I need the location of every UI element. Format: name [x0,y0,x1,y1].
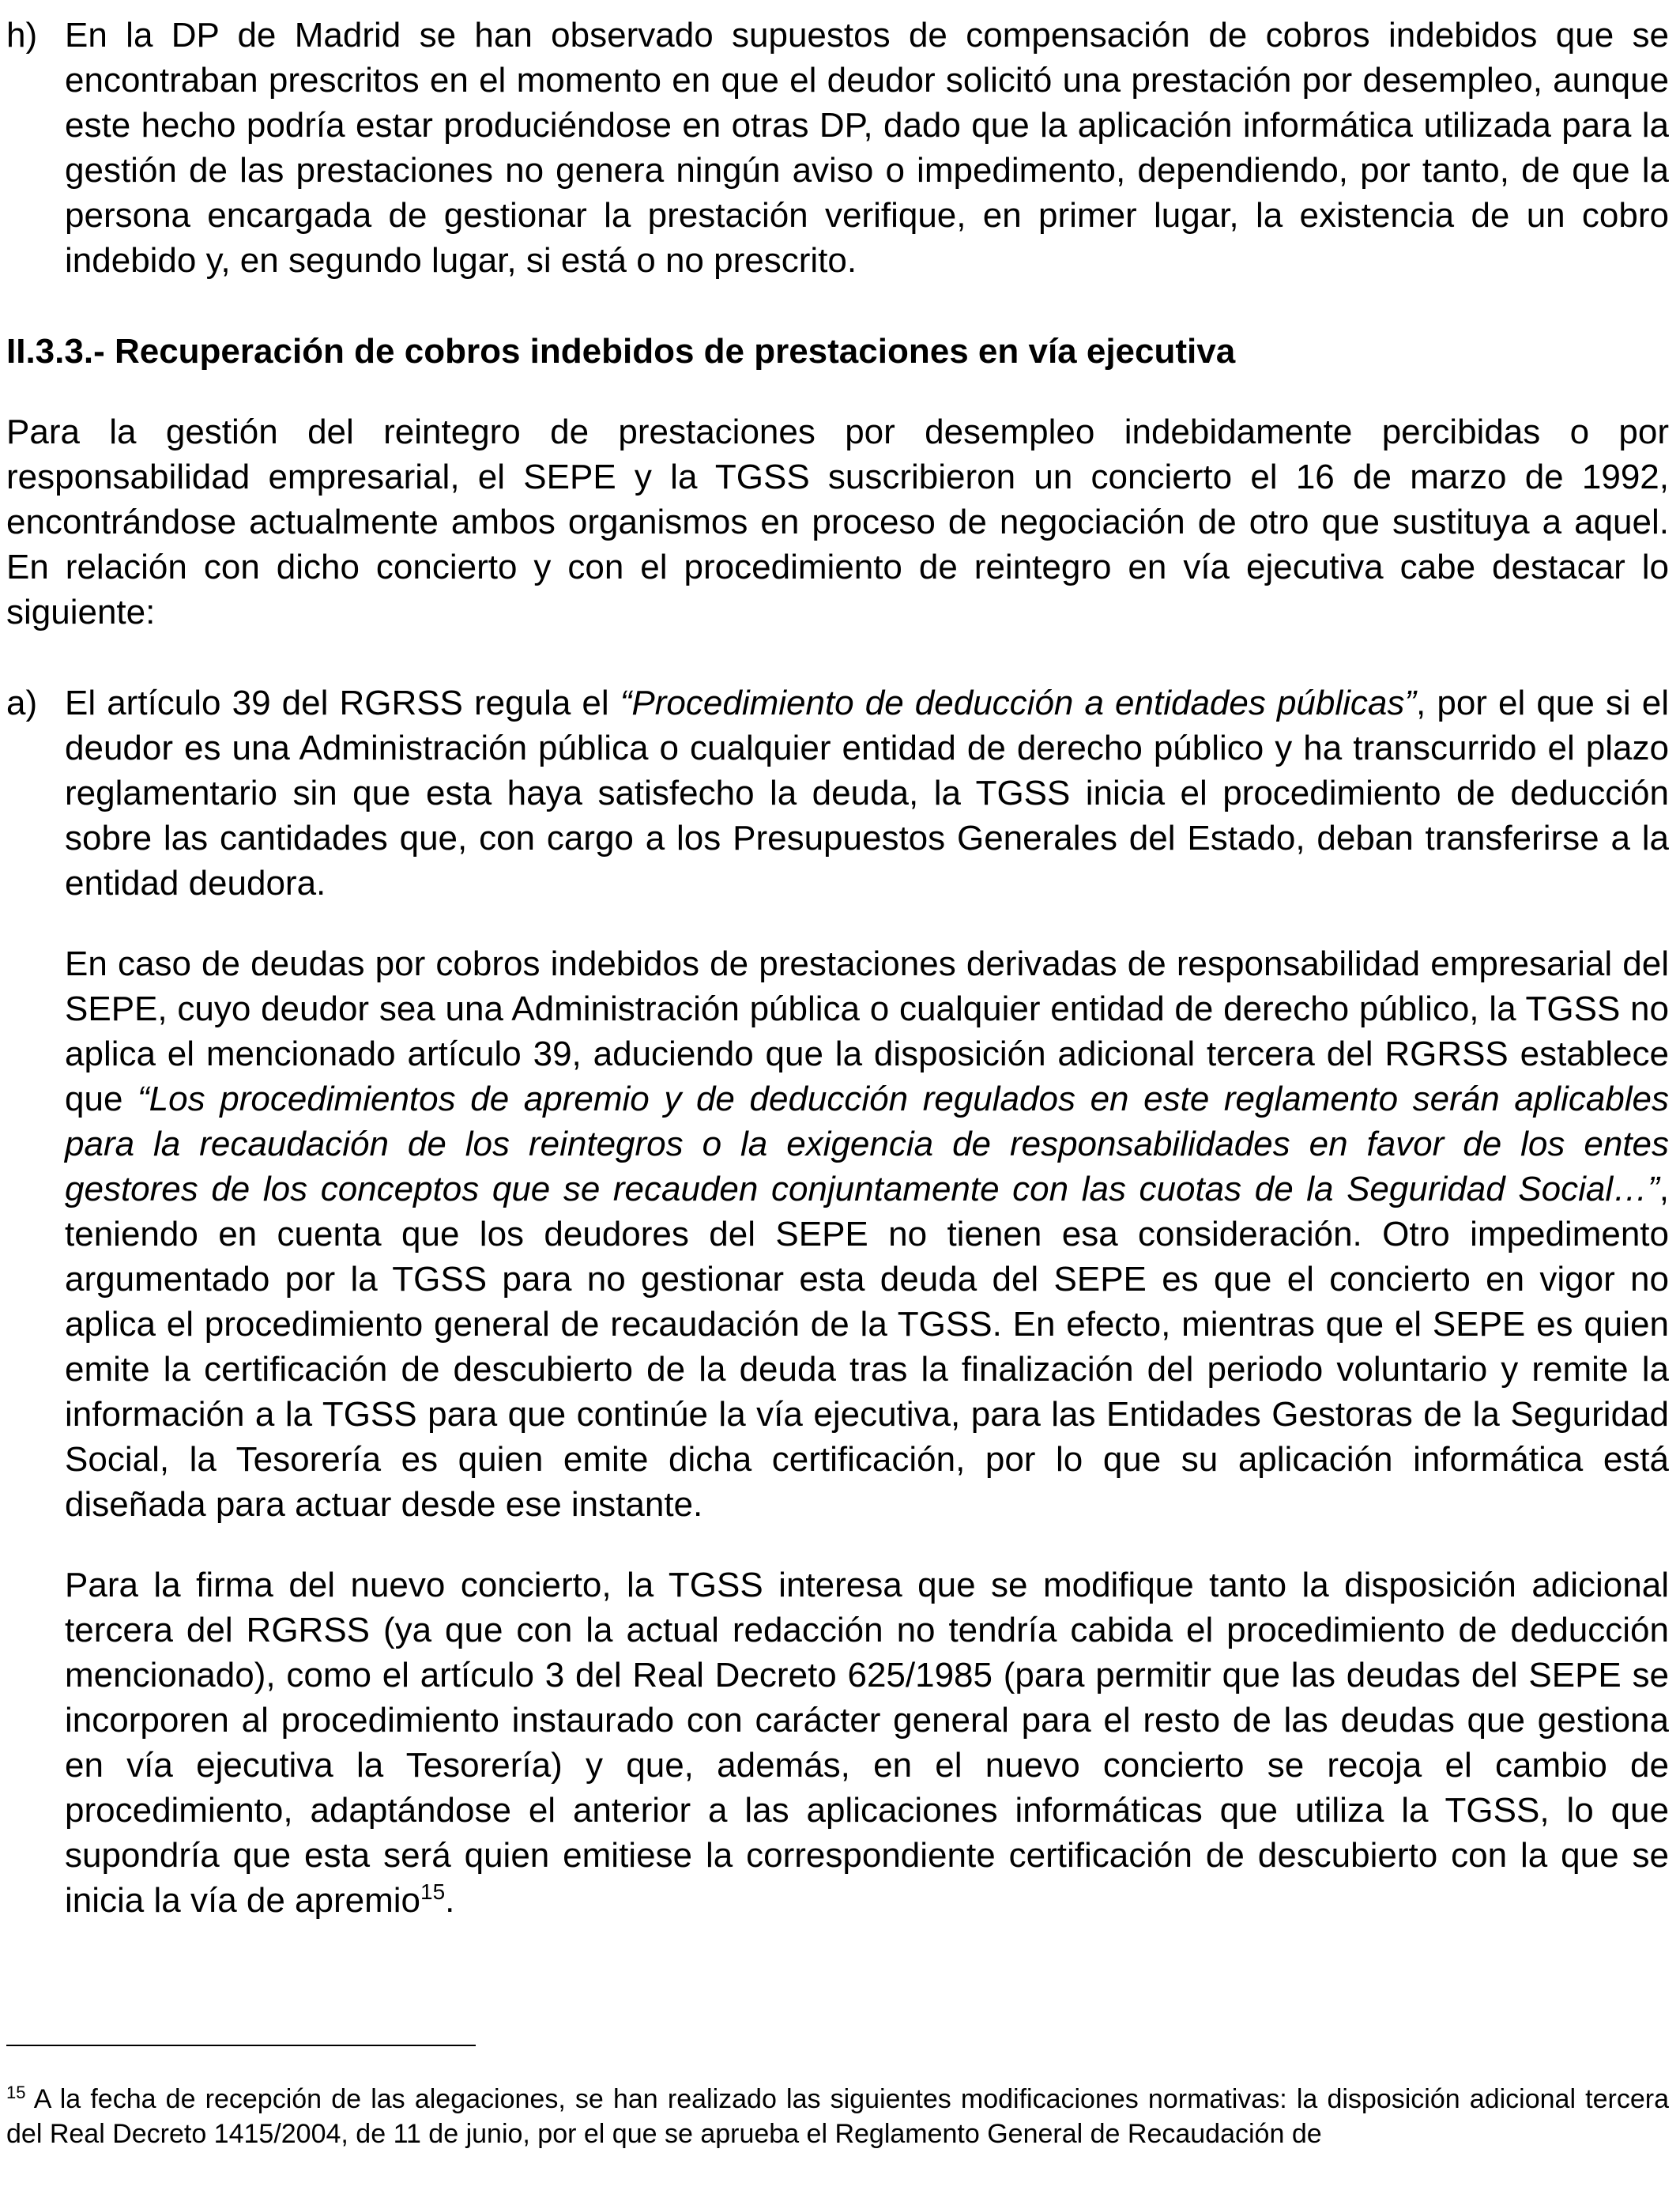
footnote-divider [6,2045,476,2046]
paragraph-text: En la DP de Madrid se han observado supuestos de compensación de cobros indebidos que se encontraban prescritos en el momento en que el deudor solicitó una prestación por desempleo, aunque este hecho podría estar produciéndose en otras DP, dado que la aplicación informática utilizada para la gestión de las prestaciones no genera ningún aviso o impedimento, dependiendo, por tanto, de que la persona encargada de gestionar la prestación verifique, en primer lugar, la existencia de un cobro indebido y, en segundo lugar, si está o no prescrito. [65,16,1669,280]
quoted-title: “Procedimiento de deducción a entidades públicas” [620,684,1417,722]
paragraph-3 [65,1563,1669,1923]
footnote-number: 15 [6,2083,26,2102]
list-item-a [6,680,1669,1923]
footnote [6,2082,1669,2151]
paragraph-end: . [445,1881,455,1920]
paragraph-text: El artículo 39 del RGRSS regula el [65,684,620,722]
paragraph-text: Para la firma del nuevo concierto, la TGSS interesa que se modifique tanto la disposición adicional tercera del RGRSS (ya que con la actual redacción no tendría cabida el procedimiento de deducción mencionado), como el artículo 3 del Real Decreto 625/1985 (para permitir que las deudas del SEPE se incorporen al procedimiento instaurado con carácter general para el resto de las deudas que gestiona en vía ejecutiva la Tesorería) y que, además, en el nuevo concierto se recoja el cambio de procedimiento, adaptándose el anterior a las aplicaciones informáticas que utiliza la TGSS, lo que supondría que esta será quien emitiese la correspondiente certificación de descubierto con la que se inicia la vía de apremio [65,1566,1669,1920]
footnote-reference[interactable]: 15 [420,1879,446,1904]
list-marker: h) [6,16,38,55]
quoted-regulation: “Los procedimientos de apremio y de deducción regulados en este reglamento serán aplicables para la recaudación de los reintegros o la exigencia de responsabilidades en favor de los entes gestores de los conceptos que se recauden conjuntamente con las cuotas de la Seguridad Social…” [65,1080,1670,1208]
paragraph-text: , teniendo en cuenta que los deudores del SEPE no tienen esa consideración. Otro impedimento argumentado por la TGSS para no gestionar esta deuda del SEPE es que el concierto en vigor no aplica el procedimiento general de recaudación de la TGSS. En efecto, mientras que el SEPE es quien emite la certificación de descubierto de la deuda tras la finalización del periodo voluntario y remite la información a la TGSS para que continúe la vía ejecutiva, para las Entidades Gestoras de la Seguridad Social, la Tesorería es quien emite dicha certificación, por lo que su aplicación informática está diseñada para actuar desde ese instante. [65,1170,1669,1524]
paragraph-text: , por el que si el deudor es una Administración pública o cualquier entidad de derecho público y ha transcurrido el plazo reglamentario sin que esta haya satisfecho la deuda, la TGSS inicia el procedimiento de deducción sobre las cantidades que, con cargo a los Presupuestos Generales del Estado, deban transferirse a la entidad deudora. [65,684,1670,903]
paragraph-2 [65,941,1669,1527]
footnote-text: A la fecha de recepción de las alegaciones, se han realizado las siguientes modificaciones normativas: la disposición adicional tercera del Real Decreto 1415/2004, de 11 de junio, por el que se aprueba el Reglamento General de Recaudación de [6,2084,1669,2149]
section-intro-paragraph: Para la gestión del reintegro de prestaciones por desempleo indebidamente percibidas o por responsabilidad empresarial, el SEPE y la TGSS suscribieron un concierto el 16 de marzo de 1992, encontrándose actualmente ambos organismos en proceso de negociación de otro que sustituya a aquel. En relación con dicho concierto y con el procedimiento de reintegro en vía ejecutiva cabe destacar lo siguiente: [6,413,1669,631]
list-item-h [6,13,1669,283]
paragraph-text: En caso de deudas por cobros indebidos de prestaciones derivadas de responsabilidad empresarial del SEPE, cuyo deudor sea una Administración pública o cualquier entidad de derecho público, la TGSS no aplica el mencionado artículo 39, aduciendo que la disposición adicional tercera del RGRSS establece que [65,944,1669,1118]
section-heading: II.3.3.- Recuperación de cobros indebidos de prestaciones en vía ejecutiva [6,332,1236,371]
list-marker: a) [6,684,38,722]
document-page [6,13,1669,1923]
paragraph-1 [65,680,1669,906]
